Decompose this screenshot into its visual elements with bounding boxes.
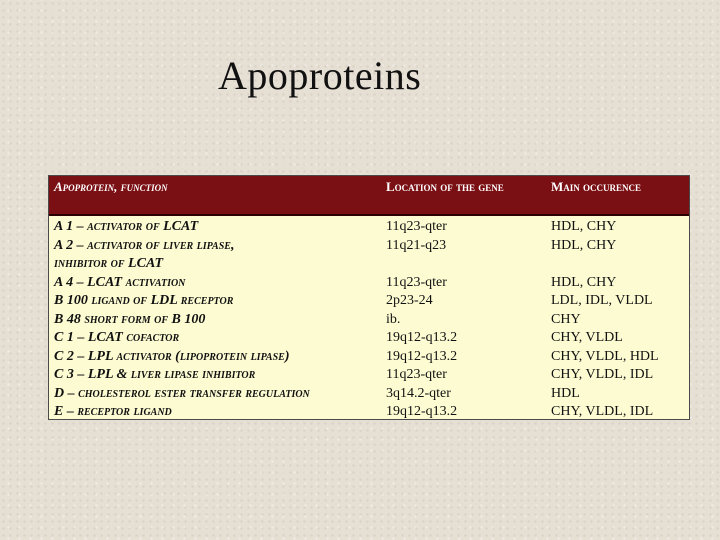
table-row [49,254,689,273]
table-row [49,291,689,310]
table-row [49,310,689,329]
row-function-cell: D – cholesterol ester transfer regulation [54,385,310,401]
row-occurence-cell: CHY [551,311,581,327]
row-function-cell: C 1 – LCAT cofactor [54,330,180,345]
row-location-cell: ib. [386,311,401,327]
row-location-cell: 11q21-q23 [386,237,447,253]
table-row [49,328,689,347]
table-row [49,402,689,421]
header-function: Apoprotein, function [54,179,168,194]
row-occurence-cell: HDL, CHY [551,274,617,290]
row-location-cell: 11q23-qter [386,367,447,382]
header-main-occurence: Main occurence [551,179,642,194]
table-row [49,236,689,255]
row-occurence-cell: CHY, VLDL, IDL [551,404,654,419]
header-gene-location: Location of the gene [386,179,504,194]
table-row [49,384,689,403]
table-row [49,273,689,292]
row-occurence-cell: CHY, VLDL, IDL [551,367,654,382]
row-function-cell: C 3 – LPL & liver lipase inhibitor [54,367,256,382]
row-occurence-cell: LDL, IDL, VLDL [551,293,653,308]
row-function-cell: B 100 ligand of LDL receptor [54,293,234,308]
row-location-cell: 19q12-q13.2 [386,330,458,345]
row-location-cell: 3q14.2-qter [386,385,451,401]
table-row [49,347,689,366]
row-function-cell: inhibitor of LCAT [54,256,164,271]
row-function-cell: B 48 short form of B 100 [54,311,206,327]
table-header [49,176,689,216]
row-location-cell: 11q23-qter [386,274,447,290]
slide-title: Apoproteins [218,53,422,98]
row-location-cell: 19q12-q13.2 [386,404,458,419]
apoprotein-table [48,175,690,420]
table-row [49,217,689,236]
row-function-cell: A 1 – activator of LCAT [54,219,199,234]
row-location-cell: 11q23-qter [386,219,447,234]
table-row [49,365,689,384]
row-occurence-cell: HDL, CHY [551,219,617,234]
row-function-cell: C 2 – LPL activator (lipoprotein lipase) [54,348,290,364]
row-occurence-cell: CHY, VLDL, HDL [551,348,659,364]
row-location-cell: 2p23-24 [386,293,433,308]
row-function-cell: E – receptor ligand [54,404,172,419]
row-function-cell: A 2 – activator of liver lipase, [54,237,235,253]
row-occurence-cell: HDL [551,385,580,401]
row-location-cell: 19q12-q13.2 [386,348,458,364]
row-occurence-cell: CHY, VLDL [551,330,623,345]
row-function-cell: A 4 – LCAT activation [54,274,186,290]
row-occurence-cell: HDL, CHY [551,237,617,253]
